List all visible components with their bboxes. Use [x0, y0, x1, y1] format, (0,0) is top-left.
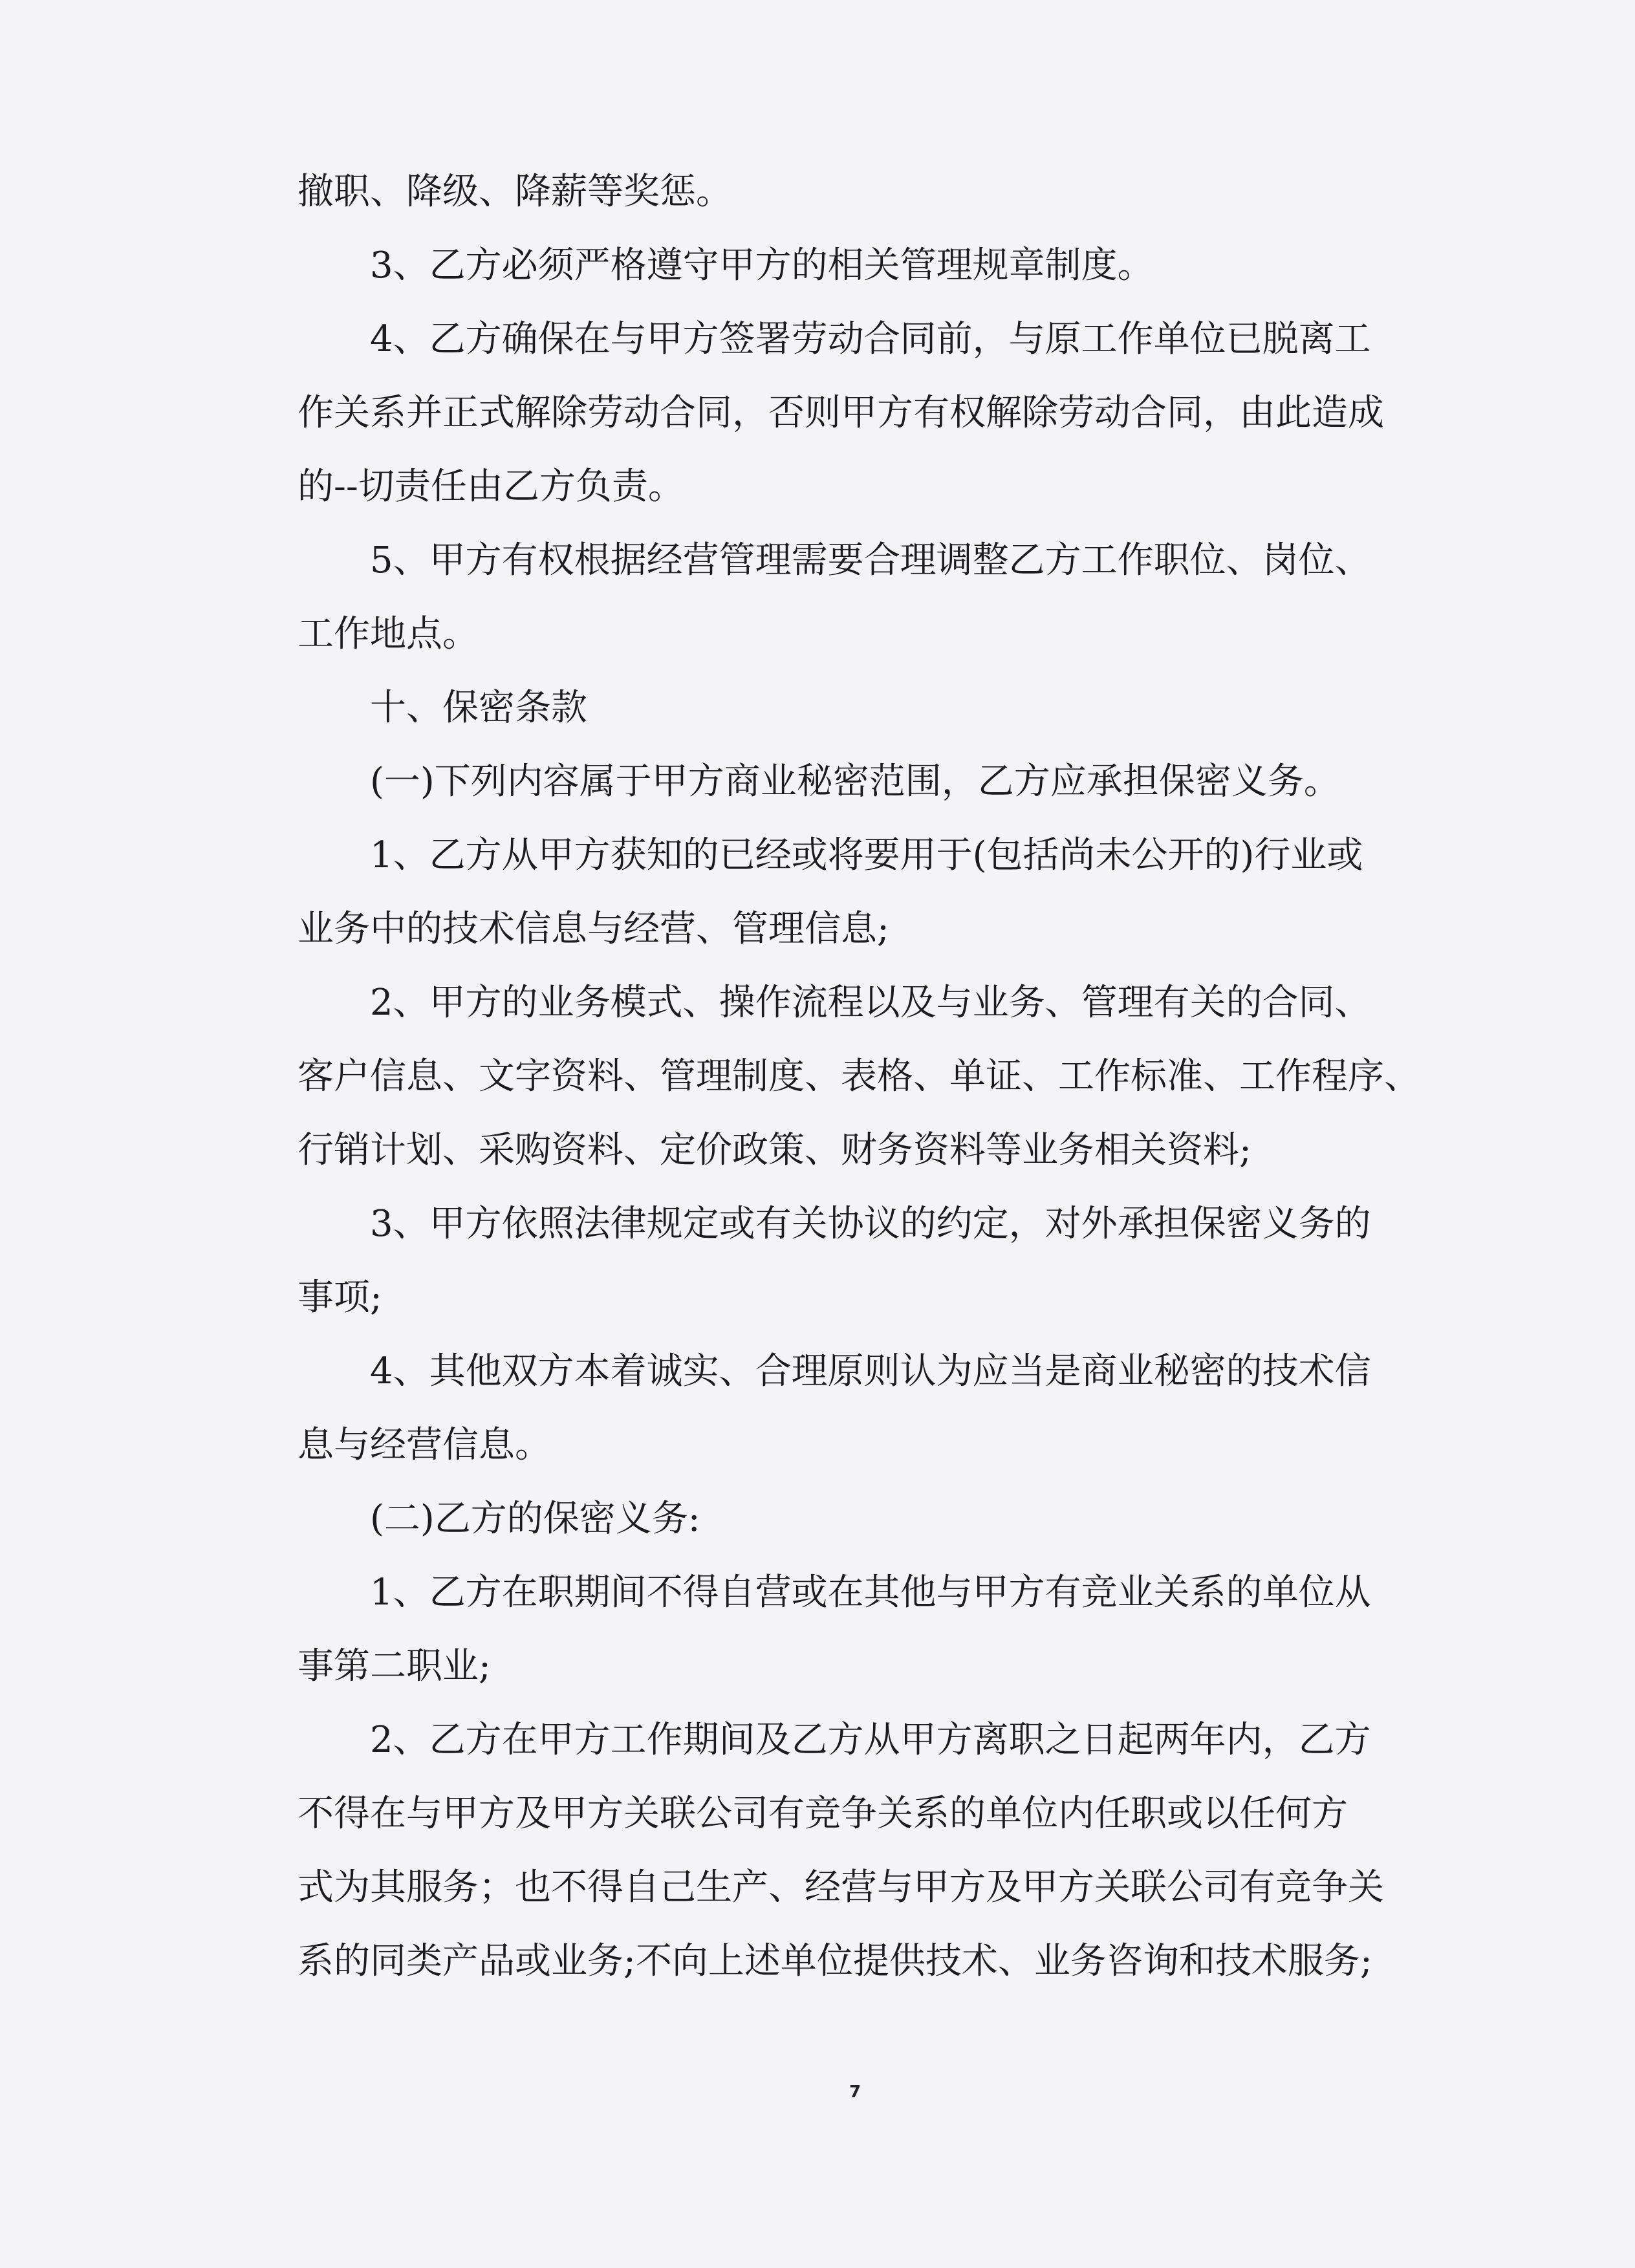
text-line: 3、乙方必须严格遵守甲方的相关管理规章制度。: [370, 244, 1154, 286]
text-line: 作关系并正式解除劳动合同，否则甲方有权解除劳动合同，由此造成: [298, 392, 1384, 434]
text-line: 不得在与甲方及甲方关联公司有竞争关系的单位内任职或以任何方: [298, 1793, 1348, 1835]
text-line: 4、乙方确保在与甲方签署劳动合同前，与原工作单位已脱离工: [370, 318, 1371, 360]
text-line: 事第二职业;: [298, 1645, 491, 1687]
text-line: 息与经营信息。: [298, 1424, 551, 1466]
text-line: 5、甲方有权根据经营管理需要合理调整乙方工作职位、岗位、: [370, 539, 1371, 581]
text-line: 业务中的技术信息与经营、管理信息;: [298, 908, 889, 950]
text-line: 的--切责任由乙方负责。: [298, 466, 684, 508]
document-body: [298, 155, 1436, 1998]
text-line: 2、甲方的业务模式、操作流程以及与业务、管理有关的合同、: [370, 982, 1371, 1024]
text-line: 工作地点。: [298, 613, 479, 655]
text-line: 系的同类产品或业务;不向上述单位提供技术、业务咨询和技术服务;: [298, 1940, 1372, 1982]
text-line: 1、乙方在职期间不得自营或在其他与甲方有竞业关系的单位从: [370, 1571, 1371, 1614]
text-line: 1、乙方从甲方获知的已经或将要用于(包括尚未公开的)行业或: [370, 834, 1363, 876]
text-line: (二)乙方的保密义务:: [370, 1498, 700, 1540]
text-line: 3、甲方依照法律规定或有关协议的约定，对外承担保密义务的: [370, 1203, 1371, 1245]
text-line: 行销计划、采购资料、定价政策、财务资料等业务相关资料;: [298, 1129, 1251, 1171]
section-heading: 十、保密条款: [370, 687, 587, 729]
text-line: (一)下列内容属于甲方商业秘密范围，乙方应承担保密义务。: [370, 761, 1340, 803]
text-line: 4、其他双方本着诚实、合理原则认为应当是商业秘密的技术信: [370, 1350, 1371, 1392]
text-line: 事项;: [298, 1277, 382, 1319]
page-number: 7: [849, 2082, 861, 2102]
text-line: 客户信息、文字资料、管理制度、表格、单证、工作标准、工作程序、: [298, 1055, 1420, 1097]
text-line: 撤职、降级、降薪等奖惩。: [298, 171, 732, 213]
text-line: 2、乙方在甲方工作期间及乙方从甲方离职之日起两年内，乙方: [370, 1719, 1371, 1761]
text-line: 式为其服务；也不得自己生产、经营与甲方及甲方关联公司有竞争关: [298, 1866, 1384, 1908]
